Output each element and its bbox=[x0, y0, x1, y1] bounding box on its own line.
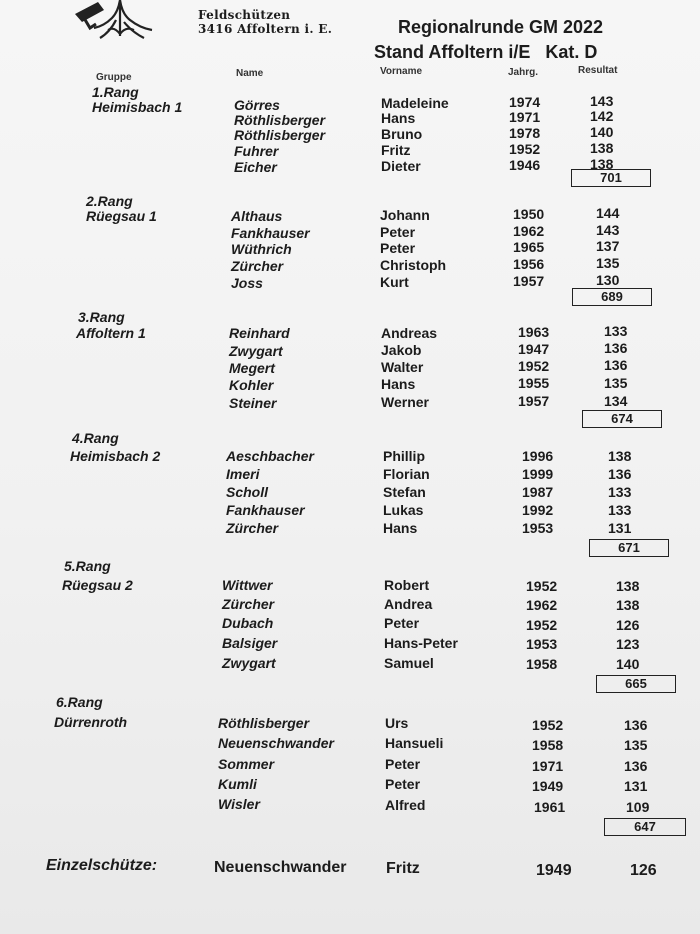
shooter-firstname: Andreas bbox=[381, 325, 438, 341]
shooter-name: Wisler bbox=[218, 796, 260, 812]
shooter-result: 126 bbox=[616, 617, 640, 633]
shooter-result: 142 bbox=[590, 108, 614, 124]
shooter-year: 1949 bbox=[532, 778, 564, 794]
column-header-result: Resultat bbox=[578, 65, 618, 76]
shooter-name: Fankhauser bbox=[226, 502, 305, 518]
shooter-firstname: Werner bbox=[381, 394, 429, 410]
shooter-year: 1999 bbox=[522, 466, 554, 482]
shooter-name: Neuenschwander bbox=[218, 735, 334, 751]
shooter-firstname: Alfred bbox=[385, 797, 426, 813]
shooter-result: 136 bbox=[608, 466, 632, 482]
shooter-year: 1952 bbox=[518, 358, 550, 374]
shooter-name: Joss bbox=[231, 275, 263, 291]
document-title: Regionalrunde GM 2022 bbox=[398, 17, 604, 37]
shooter-firstname: Urs bbox=[385, 715, 409, 731]
group-club: Heimisbach 1 bbox=[92, 99, 183, 115]
shooter-firstname: Christoph bbox=[380, 257, 447, 273]
shooter-name: Görres bbox=[234, 97, 280, 113]
shooter-name: Zwygart bbox=[222, 655, 276, 671]
shooter-name: Wüthrich bbox=[231, 241, 292, 257]
group-total: 671 bbox=[589, 539, 669, 557]
group-club: Heimisbach 2 bbox=[70, 448, 161, 464]
shooter-name: Althaus bbox=[231, 208, 283, 224]
shooter-year: 1947 bbox=[518, 341, 550, 357]
shooter-year: 1946 bbox=[509, 157, 541, 173]
shooter-result: 109 bbox=[626, 799, 650, 815]
shooter-firstname: Hans-Peter bbox=[384, 635, 458, 651]
shooter-result: 131 bbox=[608, 520, 632, 536]
shooter-year: 1963 bbox=[518, 324, 550, 340]
group-total: 647 bbox=[604, 818, 686, 836]
group-rank: 6.Rang bbox=[56, 694, 103, 710]
shooter-firstname: Peter bbox=[385, 756, 421, 772]
shooter-firstname: Peter bbox=[380, 224, 416, 240]
group-club: Affoltern 1 bbox=[76, 325, 146, 341]
shooter-firstname: Madeleine bbox=[381, 95, 449, 111]
shooter-name: Balsiger bbox=[222, 635, 278, 651]
shooter-year: 1971 bbox=[532, 758, 564, 774]
group-total: 665 bbox=[596, 675, 676, 693]
shooter-firstname: Robert bbox=[384, 577, 430, 593]
shooter-result: 143 bbox=[590, 93, 614, 109]
shooter-name: Aeschbacher bbox=[226, 448, 314, 464]
shooter-result: 136 bbox=[624, 717, 648, 733]
shooter-firstname: Hans bbox=[381, 110, 416, 126]
shooter-name: Zürcher bbox=[222, 596, 275, 612]
club-address-line: 3416 Affoltern i. E. bbox=[198, 22, 333, 36]
shooter-result: 133 bbox=[608, 502, 632, 518]
shooter-name: Zwygart bbox=[229, 343, 283, 359]
shooter-name: Imeri bbox=[226, 466, 260, 482]
shooter-result: 143 bbox=[596, 222, 620, 238]
shooter-result: 138 bbox=[590, 140, 614, 156]
shooter-year: 1953 bbox=[526, 636, 558, 652]
shooter-year: 1953 bbox=[522, 520, 554, 536]
group-rank: 5.Rang bbox=[64, 558, 111, 574]
shooter-firstname: Lukas bbox=[383, 502, 424, 518]
shooter-result: 135 bbox=[596, 255, 620, 271]
shooter-result: 123 bbox=[616, 636, 640, 652]
shooter-name: Fankhauser bbox=[231, 225, 310, 241]
shooter-year: 1962 bbox=[526, 597, 558, 613]
shooter-year: 1987 bbox=[522, 484, 554, 500]
shooter-name: Megert bbox=[229, 360, 275, 376]
shooter-name: Wittwer bbox=[222, 577, 273, 593]
shooter-name: Fuhrer bbox=[234, 143, 279, 159]
club-logo-icon bbox=[70, 0, 170, 40]
group-total: 674 bbox=[582, 410, 662, 428]
shooter-firstname: Hans bbox=[381, 376, 416, 392]
shooter-result: 137 bbox=[596, 238, 620, 254]
shooter-year: 1950 bbox=[513, 206, 545, 222]
shooter-name: Kohler bbox=[229, 377, 274, 393]
shooter-result: 144 bbox=[596, 205, 620, 221]
single-shooter-year: 1949 bbox=[536, 862, 572, 879]
shooter-result: 136 bbox=[604, 340, 628, 356]
shooter-name: Eicher bbox=[234, 159, 277, 175]
shooter-result: 140 bbox=[616, 656, 640, 672]
document-subtitle: Stand Affoltern i/E Kat. D bbox=[374, 42, 598, 62]
shooter-firstname: Walter bbox=[381, 359, 424, 375]
shooter-name: Röthlisberger bbox=[234, 127, 326, 143]
shooter-firstname: Fritz bbox=[381, 142, 411, 158]
shooter-result: 135 bbox=[624, 737, 648, 753]
group-club: Rüegsau 2 bbox=[62, 577, 133, 593]
shooter-year: 1956 bbox=[513, 256, 545, 272]
shooter-name: Scholl bbox=[226, 484, 269, 500]
column-header-group: Gruppe bbox=[96, 72, 132, 83]
shooter-result: 138 bbox=[590, 156, 614, 172]
shooter-result: 133 bbox=[604, 323, 628, 339]
shooter-result: 135 bbox=[604, 375, 628, 391]
shooter-name: Röthlisberger bbox=[234, 112, 326, 128]
shooter-year: 1957 bbox=[513, 273, 545, 289]
shooter-name: Röthlisberger bbox=[218, 715, 310, 731]
column-header-year: Jahrg. bbox=[508, 67, 539, 78]
shooter-firstname: Florian bbox=[383, 466, 430, 482]
single-shooter-firstname: Fritz bbox=[386, 860, 420, 877]
shooter-firstname: Bruno bbox=[381, 126, 423, 142]
shooter-firstname: Jakob bbox=[381, 342, 422, 358]
shooter-firstname: Kurt bbox=[380, 274, 409, 290]
shooter-year: 1952 bbox=[509, 141, 541, 157]
column-header-name: Name bbox=[236, 68, 264, 79]
group-total: 701 bbox=[571, 169, 651, 187]
shooter-name: Steiner bbox=[229, 395, 277, 411]
shooter-firstname: Phillip bbox=[383, 448, 425, 464]
shooter-name: Dubach bbox=[222, 615, 274, 631]
shooter-result: 134 bbox=[604, 393, 628, 409]
single-shooter-result: 126 bbox=[630, 862, 657, 879]
group-club: Dürrenroth bbox=[54, 714, 128, 730]
shooter-year: 1952 bbox=[526, 617, 558, 633]
group-rank: 1.Rang bbox=[92, 84, 139, 100]
group-club: Rüegsau 1 bbox=[86, 208, 157, 224]
shooter-name: Kumli bbox=[218, 776, 257, 792]
group-rank: 4.Rang bbox=[72, 430, 119, 446]
shooter-firstname: Peter bbox=[384, 615, 420, 631]
shooter-result: 130 bbox=[596, 272, 620, 288]
shooter-firstname: Peter bbox=[380, 240, 416, 256]
shooter-result: 131 bbox=[624, 778, 648, 794]
column-header-firstname: Vorname bbox=[380, 66, 423, 77]
shooter-year: 1974 bbox=[509, 94, 541, 110]
shooter-result: 138 bbox=[616, 597, 640, 613]
shooter-year: 1992 bbox=[522, 502, 554, 518]
shooter-year: 1962 bbox=[513, 223, 545, 239]
group-rank: 3.Rang bbox=[78, 309, 125, 325]
shooter-year: 1958 bbox=[532, 737, 564, 753]
shooter-firstname: Andrea bbox=[384, 596, 433, 612]
shooter-result: 136 bbox=[624, 758, 648, 774]
shooter-result: 138 bbox=[608, 448, 632, 464]
shooter-year: 1957 bbox=[518, 393, 550, 409]
group-total: 689 bbox=[572, 288, 652, 306]
shooter-year: 1952 bbox=[532, 717, 564, 733]
shooter-firstname: Hansueli bbox=[385, 735, 444, 751]
shooter-result: 140 bbox=[590, 124, 614, 140]
shooter-year: 1952 bbox=[526, 578, 558, 594]
shooter-year: 1965 bbox=[513, 239, 545, 255]
single-shooter-label: Einzelschütze: bbox=[46, 857, 158, 874]
shooter-result: 136 bbox=[604, 357, 628, 373]
single-shooter-name: Neuenschwander bbox=[214, 859, 347, 876]
club-name-line1: Feldschützen bbox=[198, 8, 291, 22]
group-rank: 2.Rang bbox=[86, 193, 133, 209]
shooter-year: 1955 bbox=[518, 375, 550, 391]
shooter-name: Sommer bbox=[218, 756, 275, 772]
shooter-firstname: Peter bbox=[385, 776, 421, 792]
shooter-name: Zürcher bbox=[231, 258, 284, 274]
shooter-name: Zürcher bbox=[226, 520, 279, 536]
shooter-year: 1996 bbox=[522, 448, 554, 464]
shooter-firstname: Dieter bbox=[381, 158, 421, 174]
shooter-firstname: Johann bbox=[380, 207, 430, 223]
shooter-year: 1958 bbox=[526, 656, 558, 672]
shooter-firstname: Samuel bbox=[384, 655, 434, 671]
shooter-year: 1971 bbox=[509, 109, 541, 125]
shooter-name: Reinhard bbox=[229, 325, 290, 341]
shooter-firstname: Hans bbox=[383, 520, 418, 536]
shooter-year: 1978 bbox=[509, 125, 541, 141]
shooter-firstname: Stefan bbox=[383, 484, 426, 500]
shooter-result: 138 bbox=[616, 578, 640, 594]
shooter-year: 1961 bbox=[534, 799, 566, 815]
shooter-result: 133 bbox=[608, 484, 632, 500]
